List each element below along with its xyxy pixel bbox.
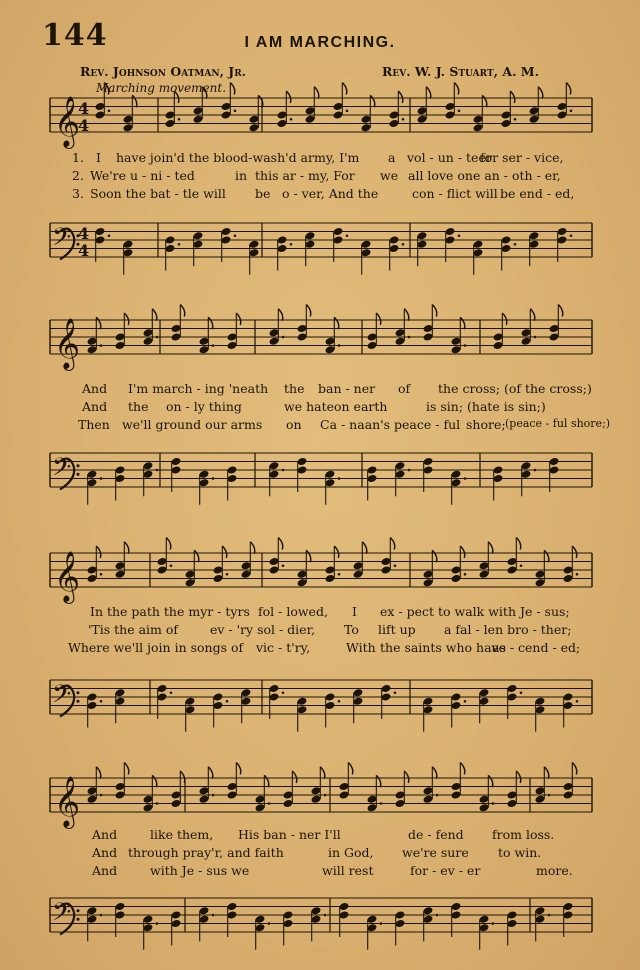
- lyric-syllable: the saints who have: [380, 640, 506, 655]
- lyric-syllable: this ar - my, For: [255, 168, 355, 183]
- bass-staff-2: [0, 445, 640, 525]
- lyric-syllable: is sin; (hate is sin;): [426, 399, 546, 414]
- hymn-title: I AM MARCHING.: [244, 34, 396, 51]
- lyric-syllable: the: [128, 399, 149, 414]
- verse-3-line-2: [0, 417, 640, 435]
- lyric-syllable: to walk with Je - sus;: [438, 604, 570, 619]
- verse-1-line-3: [0, 604, 640, 622]
- lyric-syllable: we'll ground our arms: [122, 417, 263, 432]
- lyric-syllable: on earth: [334, 399, 388, 414]
- lyric-syllable: o - ver, And the: [282, 186, 379, 201]
- lyric-syllable: (peace - ful shore;): [505, 417, 611, 430]
- svg-text:4: 4: [78, 224, 90, 243]
- verse-1-line-2: [0, 381, 640, 399]
- lyric-syllable: a fal - len bro - ther;: [444, 622, 572, 637]
- lyric-syllable: 3.: [72, 186, 84, 201]
- lyric-syllable: through pray'r, and faith: [128, 845, 284, 860]
- lyric-syllable: We're u - ni - ted: [90, 168, 195, 183]
- lyric-syllable: a: [388, 150, 396, 165]
- lyric-syllable: In the path the myr - tyrs: [90, 604, 250, 619]
- lyric-syllable: vol - un - teer: [407, 150, 492, 165]
- lyric-syllable: in: [235, 168, 248, 183]
- lyric-syllable: have join'd the blood-wash'd army, I'm: [116, 150, 360, 165]
- lyric-syllable: Soon the bat - tle will: [90, 186, 226, 201]
- lyric-syllable: will rest: [322, 863, 374, 878]
- svg-text:𝄢: 𝄢: [52, 898, 72, 933]
- lyric-syllable: the: [284, 381, 305, 396]
- lyric-syllable: fol - lowed,: [258, 604, 328, 619]
- verse-2-line-1: [0, 168, 640, 186]
- svg-text:4: 4: [78, 116, 90, 135]
- verse-1-line-1: [0, 150, 640, 168]
- lyric-syllable: shore;: [466, 417, 506, 432]
- lyric-syllable: like them,: [150, 827, 214, 842]
- lyric-syllable: Then: [78, 417, 110, 432]
- lyric-syllable: I: [352, 604, 357, 619]
- svg-text:𝄞: 𝄞: [54, 551, 81, 602]
- lyric-syllable: with Je - sus we: [150, 863, 250, 878]
- verse-1-line-4: [0, 827, 640, 845]
- lyric-syllable: 2.: [72, 168, 84, 183]
- lyric-syllable: on: [286, 417, 302, 432]
- lyric-syllable: we hate: [284, 399, 334, 414]
- lyric-syllable: in God,: [328, 845, 374, 860]
- svg-text:𝄞: 𝄞: [54, 318, 81, 369]
- lyric-syllable: of: [398, 381, 411, 396]
- lyric-syllable: To: [344, 622, 359, 637]
- verse-3-line-1: [0, 186, 640, 204]
- lyric-syllable: With: [346, 640, 376, 655]
- svg-text:4: 4: [78, 99, 90, 118]
- bass-staff-4: [0, 890, 640, 970]
- lyric-syllable: I'm march - ing 'neath: [128, 381, 269, 396]
- verse-2-line-2: [0, 399, 640, 417]
- svg-text:𝄞: 𝄞: [54, 776, 81, 827]
- lyric-syllable: all love one an - oth - er,: [408, 168, 561, 183]
- composer-credit: Rev. W. J. Stuart, A. M.: [382, 64, 539, 79]
- lyric-syllable: I: [96, 150, 101, 165]
- lyric-syllable: His ban - ner I'll: [238, 827, 341, 842]
- svg-text:𝄢: 𝄢: [52, 223, 72, 258]
- tempo-marking: Marching movement.: [96, 81, 227, 95]
- lyric-syllable: And: [92, 827, 118, 842]
- lyric-syllable: be end - ed,: [500, 186, 575, 201]
- svg-text:𝄢: 𝄢: [52, 680, 72, 715]
- treble-staff-2: [0, 312, 640, 392]
- svg-text:𝄢: 𝄢: [52, 453, 72, 488]
- lyric-syllable: more.: [536, 863, 573, 878]
- lyric-syllable: be: [255, 186, 271, 201]
- lyricist-credit: Rev. Johnson Oatman, Jr.: [80, 64, 247, 79]
- lyric-syllable: the cross; (of the cross;): [438, 381, 592, 396]
- verse-2-line-3: [0, 622, 640, 640]
- page-number: 144: [42, 18, 108, 53]
- lyric-syllable: And: [82, 381, 108, 396]
- lyric-syllable: for ser - vice,: [480, 150, 564, 165]
- lyric-syllable: ev - 'ry sol - dier,: [210, 622, 316, 637]
- lyric-syllable: And: [82, 399, 108, 414]
- lyric-syllable: ban - ner: [318, 381, 376, 396]
- lyric-syllable: 'Tis the aim of: [88, 622, 179, 637]
- lyric-syllable: lift up: [378, 622, 416, 637]
- lyric-syllable: And: [92, 863, 118, 878]
- lyric-syllable: to win.: [498, 845, 542, 860]
- lyric-syllable: as - cend - ed;: [492, 640, 581, 655]
- bass-staff-1: [0, 215, 640, 295]
- lyric-syllable: vic - t'ry,: [256, 640, 311, 655]
- lyric-syllable: on - ly thing: [166, 399, 242, 414]
- lyric-syllable: we: [380, 168, 399, 183]
- svg-text:𝄞: 𝄞: [54, 96, 81, 147]
- lyric-syllable: con - flict will: [412, 186, 498, 201]
- verse-3-line-4: [0, 863, 640, 881]
- svg-text:4: 4: [78, 241, 90, 260]
- lyric-syllable: from loss.: [492, 827, 555, 842]
- verse-2-line-4: [0, 845, 640, 863]
- lyric-syllable: 1.: [72, 150, 84, 165]
- lyric-syllable: de - fend: [408, 827, 464, 842]
- lyric-syllable: for - ev - er: [410, 863, 481, 878]
- lyric-syllable: we're sure: [402, 845, 469, 860]
- verse-3-line-3: [0, 640, 640, 658]
- lyric-syllable: Where we'll join in songs of: [68, 640, 244, 655]
- lyric-syllable: And: [92, 845, 118, 860]
- bass-staff-3: [0, 672, 640, 752]
- lyric-syllable: ex - pect: [380, 604, 435, 619]
- lyric-syllable: Ca - naan's peace - ful: [320, 417, 461, 432]
